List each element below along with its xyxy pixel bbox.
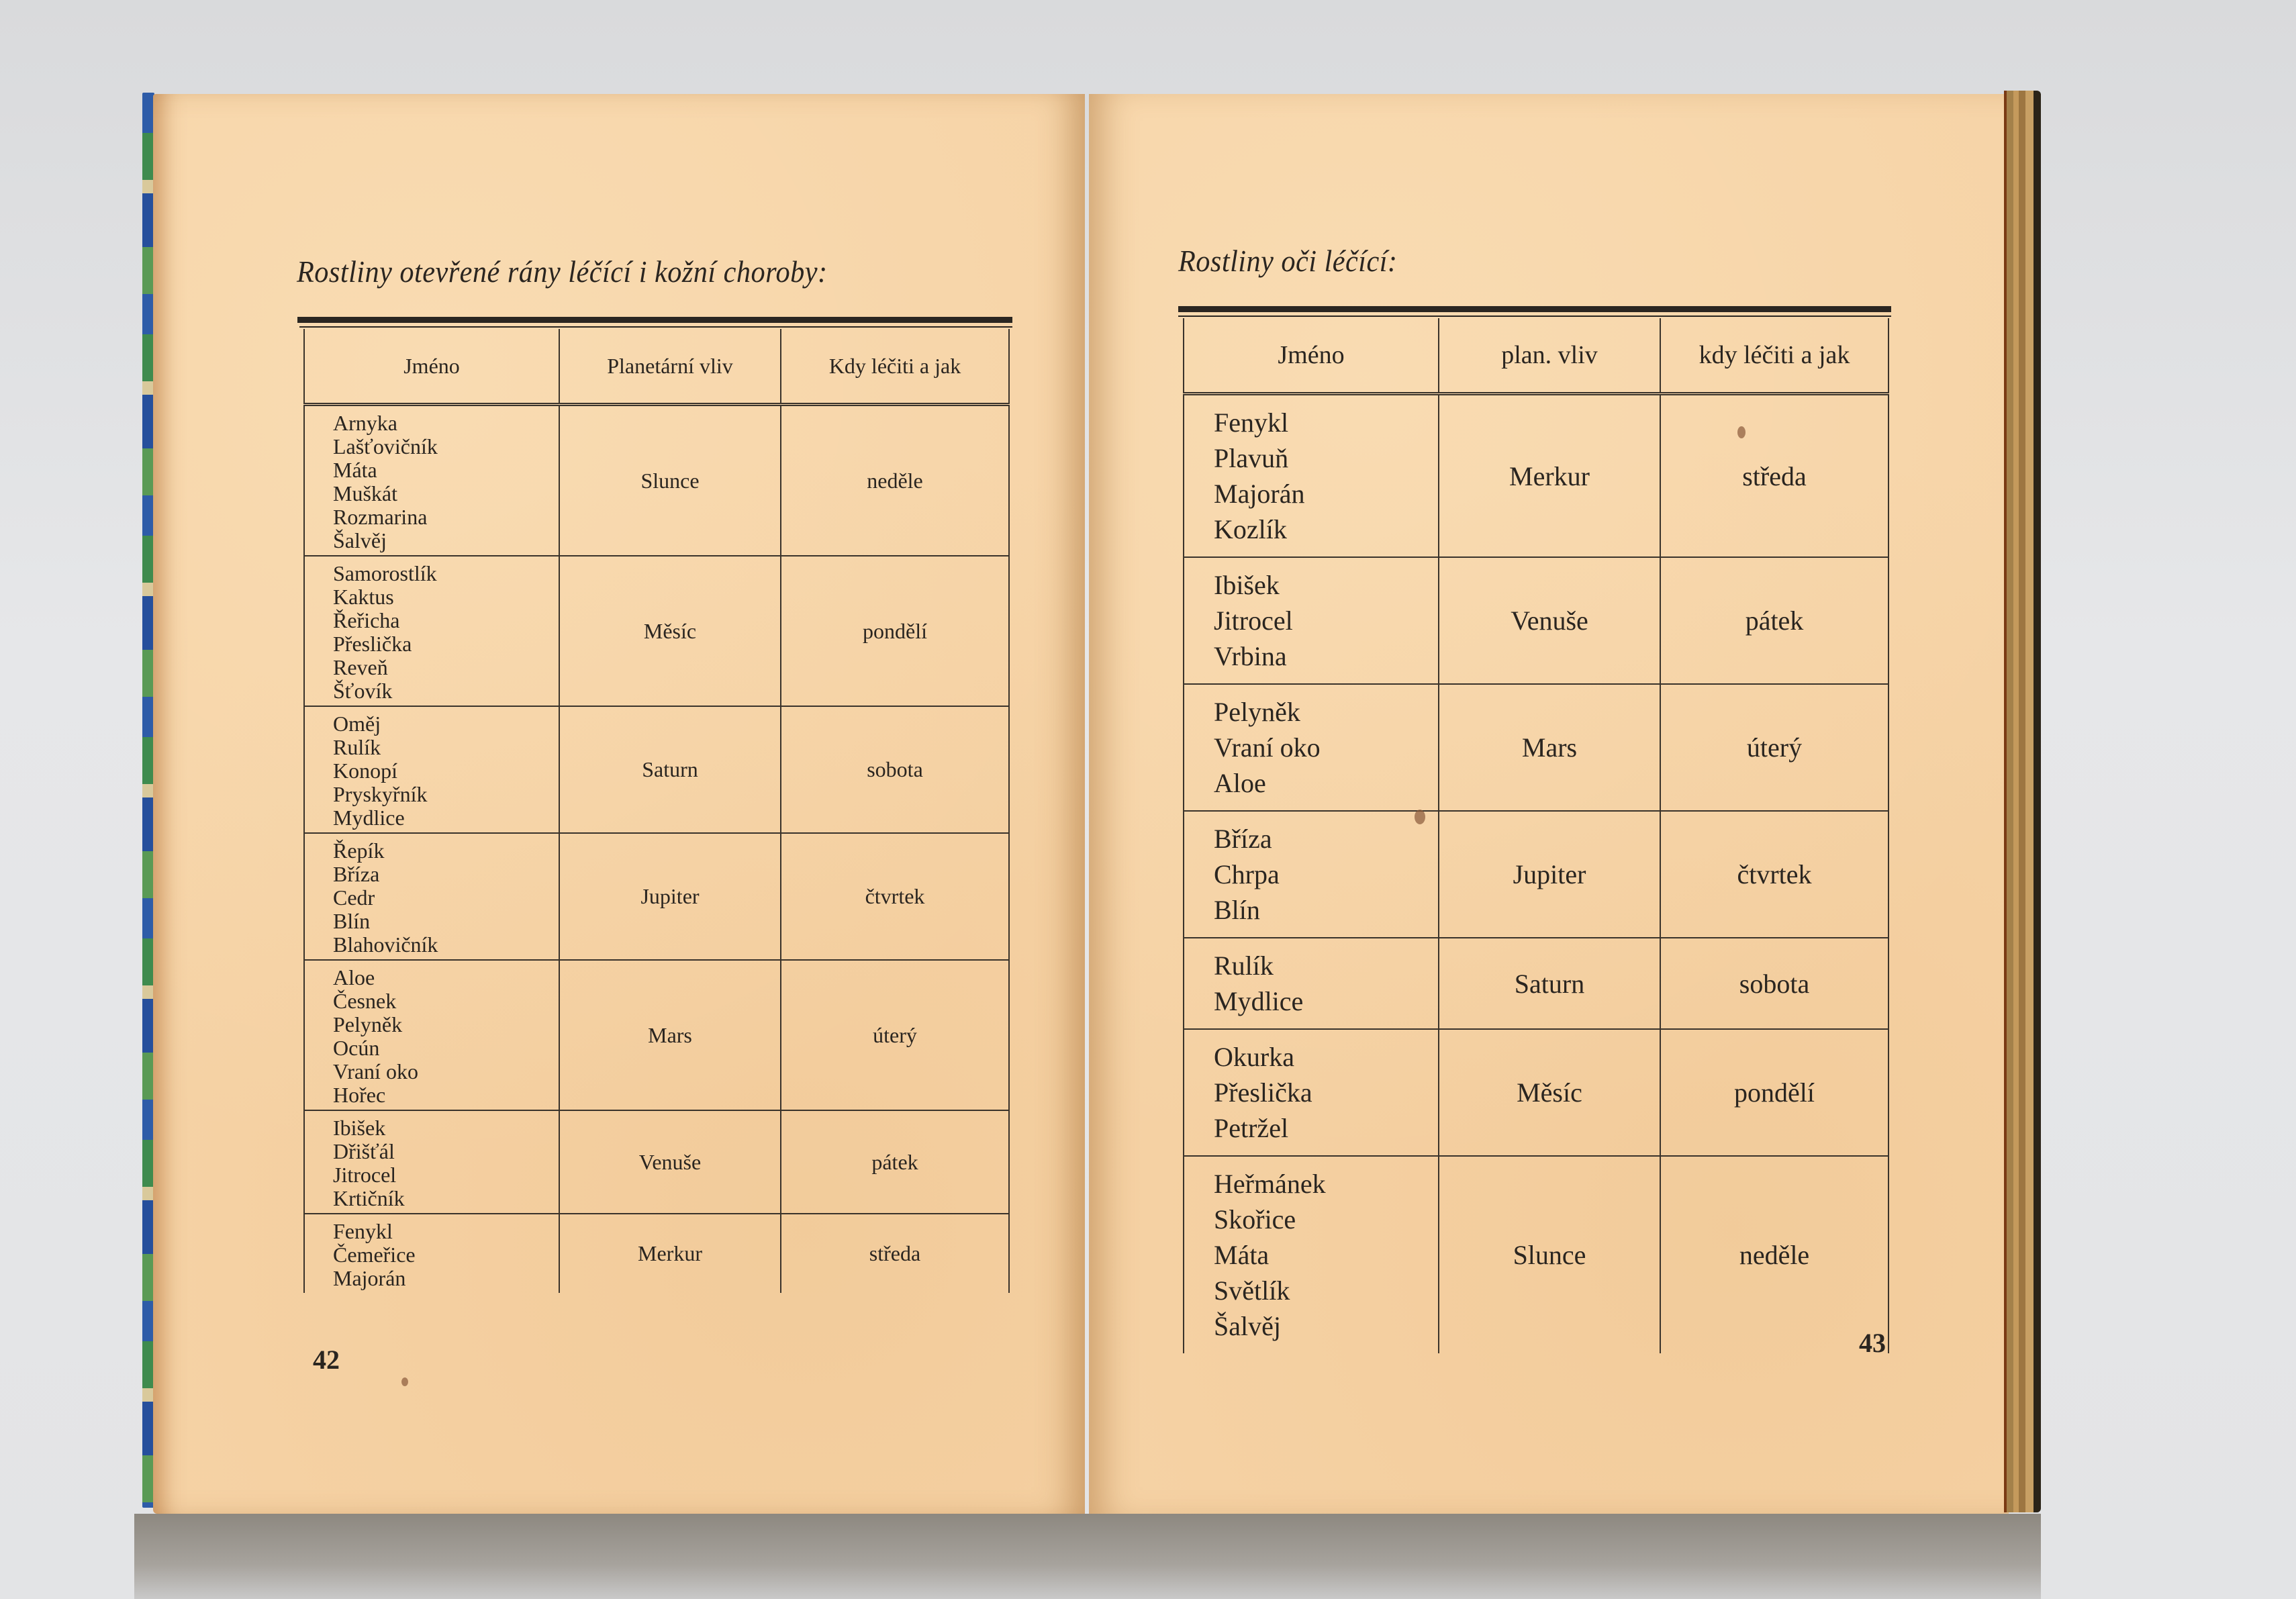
table-row — [1184, 1029, 1888, 1156]
table-row — [1184, 1156, 1888, 1353]
column-header-name: Jméno — [1184, 318, 1439, 394]
page-43 — [1089, 94, 2009, 1514]
plant-name: Šťovík — [333, 679, 393, 703]
planet-cell: Saturn — [1439, 938, 1660, 1029]
day-cell: pátek — [1660, 557, 1888, 684]
title-rule-thin — [1178, 316, 1891, 317]
plant-name: Vrbina — [1214, 641, 1287, 671]
plant-name: Majorán — [1214, 479, 1305, 509]
plant-name: Blín — [333, 909, 371, 933]
plant-name: Šalvěj — [333, 528, 387, 552]
plant-name: Aloe — [333, 965, 375, 989]
page-42 — [153, 94, 1085, 1514]
plant-name: Oměj — [333, 712, 381, 736]
day-cell: čtvrtek — [1660, 811, 1888, 938]
table-header-row — [1184, 318, 1888, 394]
plant-names-cell — [1184, 1029, 1439, 1156]
table-row — [304, 405, 1009, 556]
right-page-title: Rostliny oči léčící: — [1178, 244, 1398, 278]
column-header-day: kdy léčiti a jak — [1660, 318, 1888, 394]
planet-cell: Merkur — [1439, 394, 1660, 558]
table-row — [304, 556, 1009, 706]
page-number: 42 — [313, 1345, 340, 1375]
table-row — [1184, 394, 1888, 558]
day-cell: pondělí — [781, 556, 1009, 706]
left-page-title: Rostliny otevřené rány léčící i kožní choroby: — [297, 254, 828, 289]
planet-cell: Měsíc — [1439, 1029, 1660, 1156]
title-rule-thick — [297, 317, 1012, 323]
plant-name: Máta — [333, 458, 377, 482]
planet-cell: Slunce — [1439, 1156, 1660, 1353]
day-cell: úterý — [1660, 684, 1888, 811]
table-row — [304, 960, 1009, 1110]
plant-name: Přeslička — [1214, 1077, 1312, 1108]
left-herb-table — [303, 329, 1010, 1293]
plant-name: Řeřicha — [333, 608, 400, 632]
plant-name: Pelyněk — [333, 1012, 403, 1036]
plant-name: Konopí — [333, 759, 397, 783]
plant-name: Krtičník — [333, 1186, 405, 1210]
paper-stain — [401, 1377, 408, 1386]
table-row — [1184, 938, 1888, 1029]
planet-cell: Jupiter — [559, 833, 781, 960]
plant-names-cell — [304, 1214, 559, 1293]
day-cell: úterý — [781, 960, 1009, 1110]
day-cell: čtvrtek — [781, 833, 1009, 960]
plant-name: Bříza — [333, 862, 380, 886]
plant-name: Mydlice — [333, 806, 405, 830]
plant-name: Fenykl — [333, 1219, 393, 1243]
plant-name: Bříza — [1214, 824, 1272, 854]
table-header-row — [304, 329, 1009, 405]
scan-shadow — [134, 1514, 2041, 1599]
planet-cell: Mars — [1439, 684, 1660, 811]
plant-names-cell — [1184, 811, 1439, 938]
day-cell: neděle — [1660, 1156, 1888, 1353]
plant-name: Kaktus — [333, 585, 394, 609]
planet-cell: Venuše — [559, 1110, 781, 1214]
plant-name: Světlík — [1214, 1275, 1290, 1306]
plant-name: Přeslička — [333, 632, 412, 656]
plant-name: Ocún — [333, 1036, 380, 1060]
table-row — [1184, 811, 1888, 938]
plant-name: Samorostlík — [333, 561, 437, 585]
plant-name: Rozmarina — [333, 505, 428, 529]
plant-names-cell — [304, 706, 559, 833]
right-herb-table — [1183, 318, 1889, 1353]
table-row — [304, 1214, 1009, 1293]
plant-name: Čemeřice — [333, 1243, 416, 1267]
column-header-name: Jméno — [304, 329, 559, 405]
table-row — [304, 1110, 1009, 1214]
plant-name: Arnyka — [333, 411, 397, 435]
plant-names-cell — [304, 405, 559, 556]
paper-stain — [1737, 426, 1745, 438]
planet-cell: Merkur — [559, 1214, 781, 1293]
planet-cell: Jupiter — [1439, 811, 1660, 938]
plant-name: Pryskyřník — [333, 782, 428, 806]
table-row — [304, 833, 1009, 960]
plant-name: Řepík — [333, 838, 385, 863]
plant-names-cell — [1184, 938, 1439, 1029]
plant-name: Šalvěj — [1214, 1311, 1281, 1341]
plant-name: Ibišek — [1214, 570, 1280, 600]
column-header-day: Kdy léčiti a jak — [781, 329, 1009, 405]
title-rule-thick — [1178, 306, 1891, 312]
page-number: 43 — [1859, 1328, 1886, 1358]
day-cell: pondělí — [1660, 1029, 1888, 1156]
plant-name: Mydlice — [1214, 986, 1304, 1016]
plant-name: Česnek — [333, 989, 397, 1013]
plant-name: Vraní oko — [333, 1059, 418, 1083]
plant-name: Aloe — [1214, 768, 1266, 798]
plant-name: Máta — [1214, 1240, 1270, 1270]
planet-cell: Mars — [559, 960, 781, 1110]
plant-name: Jitrocel — [333, 1163, 397, 1187]
day-cell: středa — [781, 1214, 1009, 1293]
plant-name: Jitrocel — [1214, 605, 1293, 636]
plant-name: Okurka — [1214, 1042, 1294, 1072]
plant-names-cell — [304, 556, 559, 706]
day-cell: neděle — [781, 405, 1009, 556]
plant-name: Kozlík — [1214, 514, 1287, 544]
plant-names-cell — [1184, 684, 1439, 811]
page-stack-edge — [2004, 91, 2041, 1512]
plant-name: Chrpa — [1214, 859, 1280, 889]
plant-name: Heřmánek — [1214, 1169, 1326, 1199]
table-row — [304, 706, 1009, 833]
plant-name: Vraní oko — [1214, 732, 1321, 763]
plant-name: Cedr — [333, 885, 375, 910]
plant-name: Rulík — [1214, 951, 1274, 981]
plant-names-cell — [304, 1110, 559, 1214]
plant-name: Petržel — [1214, 1113, 1289, 1143]
paper-stain — [1415, 810, 1425, 824]
plant-name: Ibišek — [333, 1116, 386, 1140]
plant-name: Hořec — [333, 1083, 386, 1107]
plant-names-cell — [1184, 394, 1439, 558]
plant-name: Pelyněk — [1214, 697, 1300, 727]
plant-name: Dřišťál — [333, 1139, 395, 1163]
plant-name: Fenykl — [1214, 407, 1289, 438]
planet-cell: Slunce — [559, 405, 781, 556]
day-cell: sobota — [1660, 938, 1888, 1029]
planet-cell: Venuše — [1439, 557, 1660, 684]
day-cell: sobota — [781, 706, 1009, 833]
plant-name: Blahovičník — [333, 932, 438, 957]
plant-name: Reveň — [333, 655, 388, 679]
table-row — [1184, 684, 1888, 811]
title-rule-thin — [299, 326, 1012, 328]
plant-name: Lašťovičník — [333, 434, 438, 458]
plant-name: Blín — [1214, 895, 1260, 925]
day-cell: pátek — [781, 1110, 1009, 1214]
day-cell: středa — [1660, 394, 1888, 558]
table-row — [1184, 557, 1888, 684]
plant-name: Majorán — [333, 1266, 406, 1290]
column-header-planet: plan. vliv — [1439, 318, 1660, 394]
column-header-planet: Planetární vliv — [559, 329, 781, 405]
plant-name: Plavuň — [1214, 443, 1289, 473]
plant-names-cell — [304, 960, 559, 1110]
plant-name: Skořice — [1214, 1204, 1296, 1234]
plant-names-cell — [1184, 557, 1439, 684]
plant-names-cell — [304, 833, 559, 960]
plant-name: Muškát — [333, 481, 397, 505]
planet-cell: Měsíc — [559, 556, 781, 706]
plant-names-cell — [1184, 1156, 1439, 1353]
plant-name: Rulík — [333, 735, 381, 759]
planet-cell: Saturn — [559, 706, 781, 833]
